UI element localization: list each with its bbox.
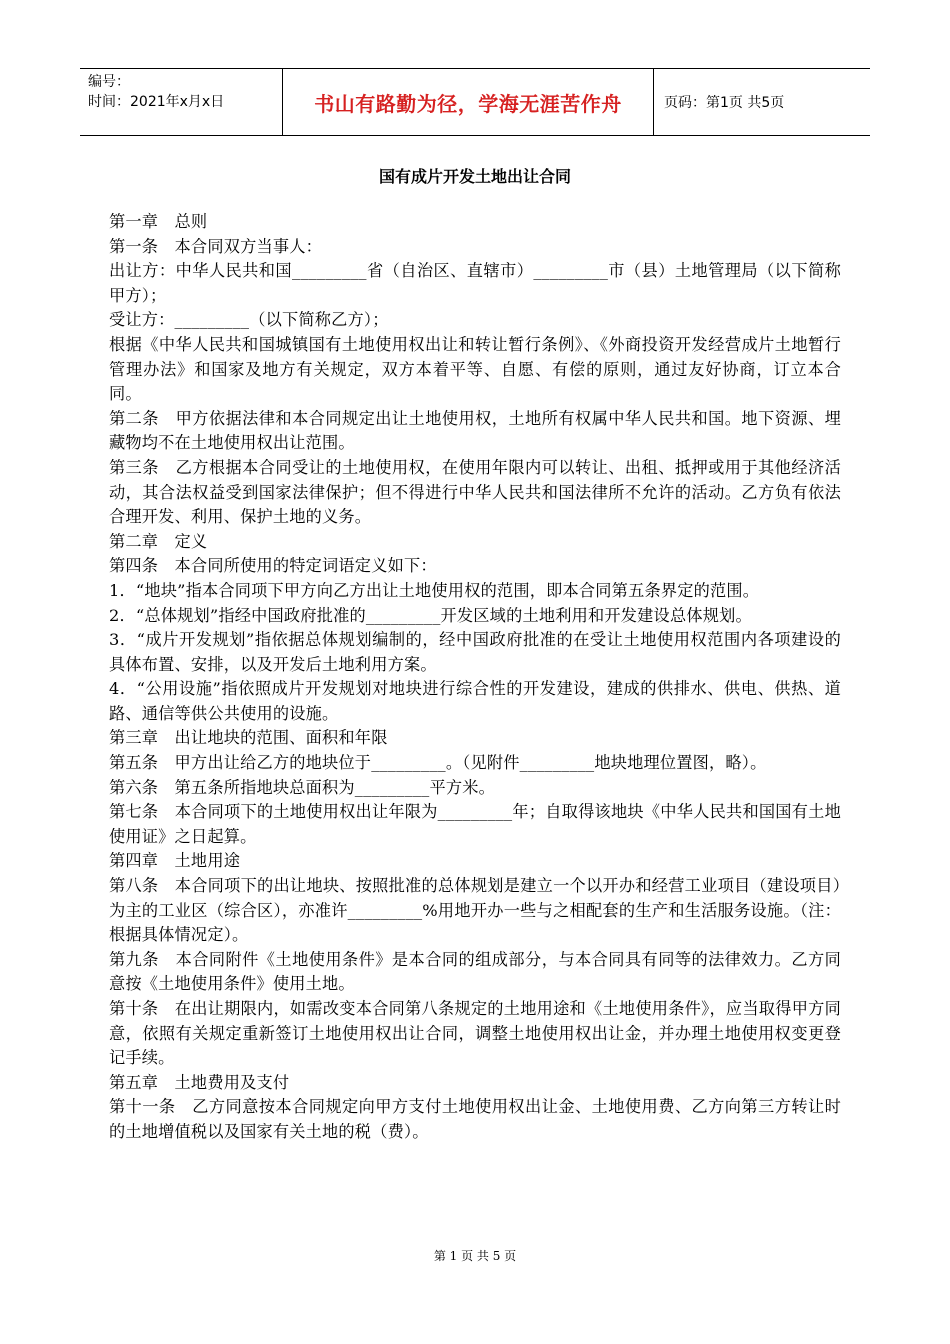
article-paragraph: 第一条 本合同双方当事人：: [109, 236, 323, 256]
chapter-heading: 第三章 出让地块的范围、面积和年限: [109, 728, 388, 748]
header-meta: [80, 69, 283, 135]
article-paragraph: 第八条 本合同项下的出让地块、按照批准的总体规划是建立一个以开办和经营工业项目（建设项目）为主的工业区（综合区），亦准许_________%用地开办一些与之相配套的生产和生活服务设施。（注：根据具体情况定）。: [109, 876, 841, 945]
chapter-heading: 第五章 土地费用及支付: [109, 1072, 290, 1092]
article-paragraph: 第十条 在出让期限内，如需改变本合同第八条规定的土地用途和《土地使用条件》，应当取得甲方同意，依照有关规定重新签订土地使用权出让合同，调整土地使用权出让金，并办理土地使用权变更登记手续。: [109, 999, 841, 1068]
chapter-heading: 第一章 总则: [109, 212, 208, 231]
definition-item: 4．“公用设施”指依照成片开发规划对地块进行综合性的开发建设，建成的供排水、供电、供热、道路、通信等供公共使用的设施。: [109, 679, 841, 723]
article-paragraph: 第六条 第五条所指地块总面积为_________平方米。: [109, 777, 496, 797]
article-paragraph: 第四条 本合同所使用的特定词语定义如下：: [109, 556, 437, 576]
article-paragraph: 第九条 本合同附件《土地使用条件》是本合同的组成部分，与本合同具有同等的法律效力。乙方同意按《土地使用条件》使用土地。: [109, 949, 841, 994]
definition-item: 2．“总体规划”指经中国政府批准的_________开发区域的土地利用和开发建设总体规划。: [109, 605, 752, 625]
header-motto: 书山有路勤为径，学海无涯苦作舟: [283, 69, 654, 135]
article-paragraph: 出让方：中华人民共和国_________省（自治区、直辖市）_________市（县）土地管理局（以下简称甲方）；: [109, 261, 841, 305]
page-footer: 第 1 页 共 5 页: [433, 1249, 517, 1263]
article-paragraph: 第十一条 乙方同意按本合同规定向甲方支付土地使用权出让金、土地使用费、乙方向第三方转让时的土地增值税以及国家有关土地的税（费）。: [109, 1097, 841, 1141]
document-title: 国有成片开发土地出让合同: [378, 167, 571, 186]
document-body: [109, 210, 841, 1145]
article-paragraph: 第三条 乙方根据本合同受让的土地使用权，在使用年限内可以转让、出租、抵押或用于其他经济活动，其合法权益受到国家法律保护；但不得进行中华人民共和国法律所不允许的活动。乙方负有依法合理开发、利用、保护土地的义务。: [109, 457, 841, 527]
definition-item: 1．“地块”指本合同项下甲方向乙方出让土地使用权的范围，即本合同第五条界定的范围。: [109, 580, 760, 600]
header-page-info: 页码：第1页 共5页: [664, 95, 785, 111]
document-number-label: 编号：: [88, 74, 130, 90]
document-date-label: 时间：2021年x月x日: [88, 94, 225, 110]
article-paragraph: 第二条 甲方依据法律和本合同规定出让土地使用权，土地所有权属中华人民共和国。地下资源、埋藏物均不在土地使用权出让范围。: [109, 408, 841, 453]
chapter-heading: 第四章 土地用途: [109, 851, 241, 871]
chapter-heading: 第二章 定义: [109, 531, 208, 551]
article-paragraph: 第七条 本合同项下的土地使用权出让年限为_________年；自取得该地块《中华人民共和国国有土地使用证》之日起算。: [109, 802, 841, 846]
article-paragraph: 受让方：_________（以下简称乙方）；: [109, 310, 389, 330]
article-paragraph: 根据《中华人民共和国城镇国有土地使用权出让和转让暂行条例》、《外商投资开发经营成片土地暂行管理办法》和国家及地方有关规定，双方本着平等、自愿、有偿的原则，通过友好协商，订立本合同。: [109, 334, 841, 404]
definition-item: 3．“成片开发规划”指依据总体规划编制的，经中国政府批准的在受让土地使用权范围内各项建设的具体布置、安排，以及开发后土地利用方案。: [109, 630, 841, 674]
article-paragraph: 第五条 甲方出让给乙方的地块位于_________。（见附件_________地块地理位置图，略）。: [109, 753, 767, 773]
header-table: [80, 68, 870, 136]
